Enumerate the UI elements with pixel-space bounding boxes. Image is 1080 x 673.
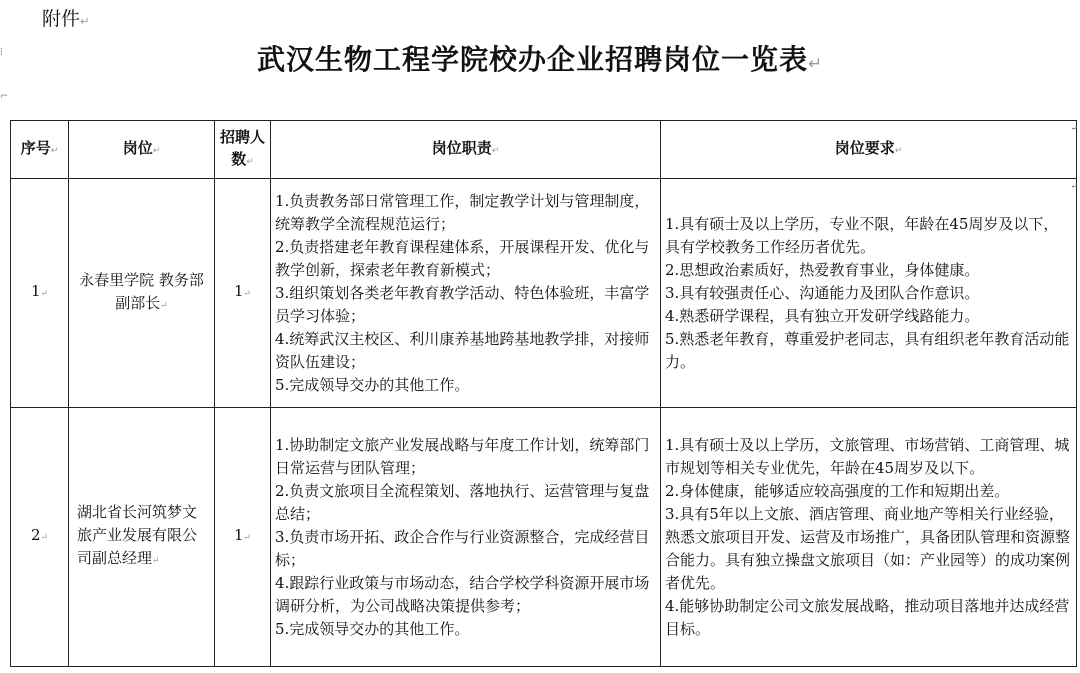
header-requirements: 岗位要求↵ (661, 121, 1077, 179)
header-position: 岗位↵ (69, 121, 215, 179)
header-count: 招聘人数↵ (215, 121, 271, 179)
cell-duties (271, 408, 661, 667)
table-row (11, 408, 1077, 667)
duty-item: 2.负责文旅项目全流程策划、落地执行、运营管理与复盘总结； (275, 481, 650, 523)
recruitment-table (10, 120, 1077, 667)
cell-count: 1↵ (215, 408, 271, 667)
duty-item: 5.完成领导交办的其他工作。 (275, 619, 470, 638)
paragraph-mark-icon: ↵ (80, 14, 90, 28)
margin-bracket-icon: ⌐ (0, 91, 9, 102)
duty-item: 4.统筹武汉主校区、利川康养基地跨基地教学排，对接师资队伍建设； (275, 329, 650, 371)
cell-requirements (661, 179, 1077, 408)
requirement-item: 3.具有较强责任心、沟通能力及团队合作意识。 (665, 283, 980, 302)
duty-item: 4.跟踪行业政策与市场动态，结合学校学科资源开展市场调研分析，为公司战略决策提供参考； (275, 573, 650, 615)
table-header-row (11, 121, 1077, 179)
paragraph-mark-icon: ↵ (807, 53, 824, 73)
cell-duties (271, 179, 661, 408)
requirement-item: 3.具有5年以上文旅、酒店管理、商业地产等相关行业经验，熟悉文旅项目开发、运营及市场推广，具备团队管理和资源整合能力。具有独立操盘文旅项目（如：产业园等）的成功案例者优先。 (665, 504, 1071, 592)
requirement-item: 2.身体健康，能够适应较高强度的工作和短期出差。 (665, 481, 1010, 500)
cell-seq: 2↵ (11, 408, 69, 667)
margin-marker-icon: ⁞ (0, 47, 3, 58)
header-seq: 序号↵ (11, 121, 69, 179)
header-duties: 岗位职责↵ (271, 121, 661, 179)
requirement-item: 4.熟悉研学课程，具有独立开发研学线路能力。 (665, 306, 980, 325)
table-row (11, 179, 1077, 408)
requirement-item: 4.能够协助制定公司文旅发展战略，推动项目落地并达成经营目标。 (665, 596, 1070, 638)
duty-item: 1.协助制定文旅产业发展战略与年度工作计划，统筹部门日常运营与团队管理； (275, 435, 650, 477)
requirement-item: 1.具有硕士及以上学历，文旅管理、市场营销、工商管理、城市规划等相关专业优先，年龄在45周岁及以下。 (665, 435, 1070, 477)
page-title: 武汉生物工程学院校办企业招聘岗位一览表↵ (256, 43, 824, 76)
duty-item: 1.负责教务部日常管理工作，制定教学计划与管理制度，统筹教学全流程规范运行； (275, 191, 650, 233)
cell-count: 1↵ (215, 179, 271, 408)
duty-item: 2.负责搭建老年教育课程建体系，开展课程开发、优化与教学创新，探索老年教育新模式； (275, 237, 650, 279)
attachment-label: 附件↵ (42, 8, 90, 30)
requirement-item: 5.熟悉老年教育，尊重爱护老同志，具有组织老年教育活动能力。 (665, 329, 1070, 371)
cell-position: 永春里学院 教务部副部长↵ (69, 179, 215, 408)
duty-item: 5.完成领导交办的其他工作。 (275, 375, 470, 394)
cell-position: 湖北省长河筑梦文旅产业发展有限公司副总经理↵ (69, 408, 215, 667)
requirement-item: 2.思想政治素质好，热爱教育事业，身体健康。 (665, 260, 980, 279)
table-row-end-mark-icon: ↵ (1070, 124, 1078, 134)
cell-seq: 1↵ (11, 179, 69, 408)
duty-item: 3.组织策划各类老年教育教学活动、特色体验班，丰富学员学习体验； (275, 283, 650, 325)
cell-requirements (661, 408, 1077, 667)
table-row-end-mark-icon: ↵ (1070, 182, 1078, 192)
duty-item: 3.负责市场开拓、政企合作与行业资源整合，完成经营目标； (275, 527, 650, 569)
requirement-item: 1.具有硕士及以上学历，专业不限，年龄在45周岁及以下，具有学校教务工作经历者优先。 (665, 214, 1059, 256)
